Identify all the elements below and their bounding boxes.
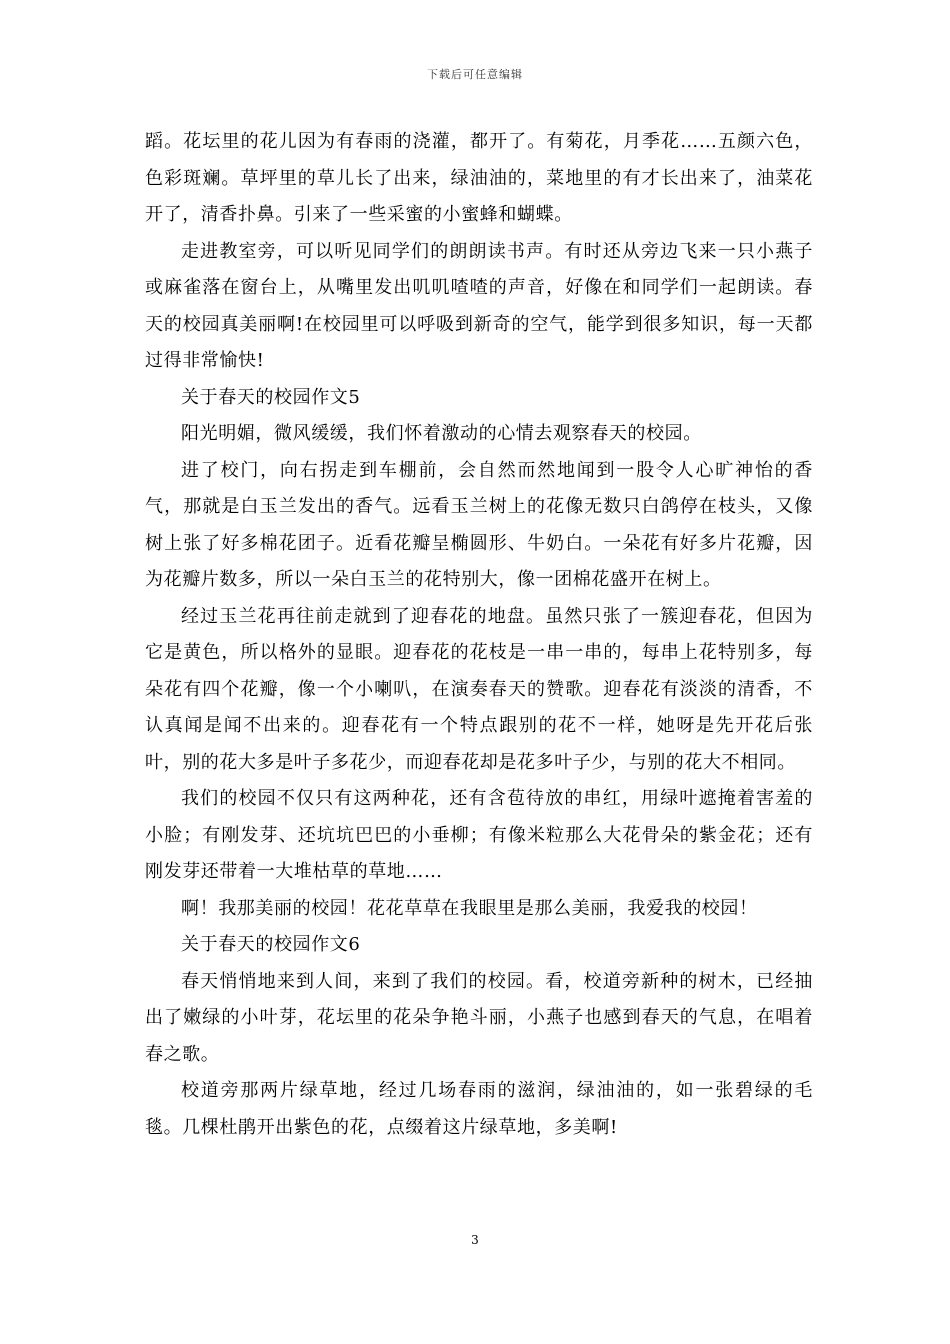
paragraph: 经过玉兰花再往前走就到了迎春花的地盘。虽然只张了一簇迎春花，但因为它是黄色，所以格外的显眼。迎春花的花枝是一串一串的，每串上花特别多，每朵花有四个花瓣，像一个小喇叭，在演奏春天的赞歌。迎春花有淡淡的清香，不认真闻是闻不出来的。迎春花有一个特点跟别的花不一样，她呀是先开花后张叶，别的花大多是叶子多花少，而迎春花却是花多叶子少，与别的花大不相同。: [145, 605, 813, 773]
paragraph: 我们的校园不仅只有这两种花，还有含苞待放的串红，用绿叶遮掩着害羞的小脸；有刚发芽、还坑坑巴巴的小垂柳；有像米粒那么大花骨朵的紫金花；还有刚发芽还带着一大堆枯草的草地……: [145, 788, 813, 882]
paragraph: 校道旁那两片绿草地，经过几场春雨的滋润，绿油油的，如一张碧绿的毛毯。几棵杜鹃开出紫色的花，点缀着这片绿草地，多美啊!: [145, 1080, 813, 1138]
essay-heading: 关于春天的校园作文6: [181, 934, 361, 955]
paragraph: 阳光明媚，微风缓缓，我们怀着激动的心情去观察春天的校园。: [181, 423, 702, 444]
paragraph-continuation: 蹈。花坛里的花儿因为有春雨的浇灌，都开了。有菊花，月季花……五颜六色，色彩斑斓。草坪里的草儿长了出来，绿油油的，菜地里的有才长出来了，油菜花开了，清香扑鼻。引来了一些采蜜的小蜜蜂和蝴蝶。: [145, 131, 813, 225]
document-body: [145, 124, 813, 1146]
paragraph: 春天悄悄地来到人间，来到了我们的校园。看，校道旁新种的树木，已经抽出了嫩绿的小叶芽，花坛里的花朵争艳斗丽，小燕子也感到春天的气息，在唱着春之歌。: [145, 970, 813, 1065]
paragraph: 进了校门，向右拐走到车棚前，会自然而然地闻到一股令人心旷神怡的香气，那就是白玉兰发出的香气。远看玉兰树上的花像无数只白鸽停在枝头，又像树上张了好多棉花团子。近看花瓣呈椭圆形、牛奶白。一朵花有好多片花瓣，因为花瓣片数多，所以一朵白玉兰的花特别大，像一团棉花盛开在树上。: [145, 459, 813, 590]
page-header: 下载后可任意编辑: [427, 68, 523, 81]
paragraph: 啊！我那美丽的校园！花花草草在我眼里是那么美丽，我爱我的校园！: [181, 897, 758, 919]
paragraph: 走进教室旁，可以听见同学们的朗朗读书声。有时还从旁边飞来一只小燕子或麻雀落在窗台上，从嘴里发出叽叽喳喳的声音，好像在和同学们一起朗读。春天的校园真美丽啊!在校园里可以呼吸到新奇的空气，能学到很多知识，每一天都过得非常愉快!: [145, 240, 813, 371]
page-number: 3: [471, 1233, 479, 1247]
essay-heading: 关于春天的校园作文5: [181, 386, 361, 408]
